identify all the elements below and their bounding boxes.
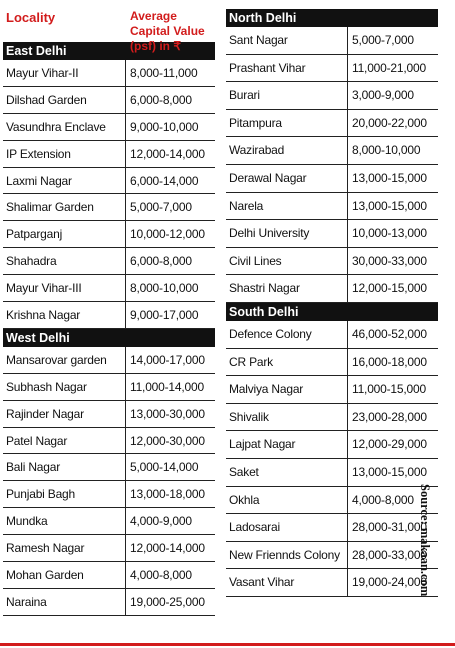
value-cell: 5,000-7,000: [130, 200, 192, 215]
table-row: [226, 542, 438, 570]
locality-cell: Defence Colony: [226, 321, 348, 348]
locality-cell: Laxmi Nagar: [3, 168, 126, 194]
locality-cell: Krishna Nagar: [3, 302, 126, 328]
table-row: [226, 459, 438, 487]
table-row: [3, 168, 215, 195]
locality-cell: Rajinder Nagar: [3, 401, 126, 427]
table-row: [226, 487, 438, 515]
table-row: [3, 114, 215, 141]
locality-cell: IP Extension: [3, 141, 126, 167]
locality-cell: Wazirabad: [226, 137, 348, 164]
value-cell: 9,000-17,000: [130, 308, 199, 323]
table-row: [3, 248, 215, 275]
locality-cell: Mansarovar garden: [3, 347, 126, 373]
table-row: [3, 302, 215, 329]
value-cell: 13,000-30,000: [130, 406, 205, 421]
locality-cell: Subhash Nagar: [3, 374, 126, 400]
table-row: [226, 82, 438, 110]
value-cell: 8,000-11,000: [130, 66, 198, 80]
table-row: [226, 514, 438, 542]
value-cell: 12,000-14,000: [130, 146, 205, 161]
table-row: [226, 569, 438, 597]
locality-cell: Vasant Vihar: [226, 569, 348, 596]
locality-cell: Punjabi Bagh: [3, 481, 126, 507]
value-cell: 4,000-9,000: [130, 514, 192, 529]
table-row: [3, 87, 215, 114]
value-cell: 5,000-14,000: [130, 460, 199, 475]
table-row: [226, 55, 438, 83]
value-cell: 12,000-29,000: [352, 437, 427, 452]
locality-cell: Burari: [226, 82, 348, 109]
section-header: North Delhi: [226, 9, 438, 27]
value-cell: 6,000-14,000: [130, 173, 199, 188]
section-header: West Delhi: [3, 329, 215, 347]
value-cell: 5,000-7,000: [352, 33, 414, 47]
table-row: [3, 347, 215, 374]
table-row: [226, 248, 438, 276]
value-cell: 19,000-25,000: [130, 594, 205, 609]
table-row: [3, 194, 215, 221]
locality-cell: Civil Lines: [226, 248, 348, 275]
table-row: [226, 27, 438, 55]
table-row: [226, 321, 438, 349]
locality-cell: Saket: [226, 459, 348, 486]
locality-cell: Shahadra: [3, 248, 126, 274]
table-row: [3, 374, 215, 401]
locality-cell: Mundka: [3, 508, 126, 534]
table-row: [226, 349, 438, 377]
value-cell: 28,000-31,000: [352, 520, 427, 535]
table-row: [3, 589, 215, 616]
left-table: [3, 0, 215, 616]
value-cell: 13,000-15,000: [352, 464, 427, 479]
value-cell: 20,000-22,000: [352, 115, 427, 130]
value-cell: 13,000-15,000: [352, 198, 427, 213]
locality-cell: Okhla: [226, 487, 348, 514]
locality-cell: Patel Nagar: [3, 428, 126, 454]
table-row: [226, 193, 438, 221]
locality-cell: Sant Nagar: [226, 27, 348, 54]
value-cell: 10,000-13,000: [352, 226, 427, 241]
value-cell: 6,000-8,000: [130, 254, 192, 269]
value-header: Average Capital Value (psf) in ₹: [130, 9, 205, 53]
value-cell: 12,000-14,000: [130, 541, 205, 556]
value-cell: 4,000-8,000: [352, 492, 414, 507]
locality-cell: Bali Nagar: [3, 454, 126, 480]
locality-cell: Derawal Nagar: [226, 165, 348, 192]
table-row: [3, 454, 215, 481]
table-row: [3, 562, 215, 589]
section-header: East Delhi: [3, 42, 215, 60]
table-row: [3, 221, 215, 248]
locality-cell: Shastri Nagar: [226, 275, 348, 302]
value-cell: 6,000-8,000: [130, 92, 192, 107]
value-cell: 8,000-10,000: [130, 281, 199, 296]
value-cell: 30,000-33,000: [352, 253, 427, 268]
value-cell: 9,000-10,000: [130, 119, 199, 134]
locality-cell: Mohan Garden: [3, 562, 126, 588]
table-row: [3, 60, 215, 87]
value-cell: 11,000-14,000: [130, 379, 204, 394]
value-cell: 16,000-18,000: [352, 354, 427, 369]
right-table: [226, 9, 438, 597]
value-cell: 23,000-28,000: [352, 409, 427, 424]
locality-cell: Dilshad Garden: [3, 87, 126, 113]
table-row: [3, 141, 215, 168]
locality-cell: Prashant Vihar: [226, 55, 348, 82]
table-row: [226, 110, 438, 138]
locality-cell: Naraina: [3, 589, 126, 615]
table-row: [3, 401, 215, 428]
locality-cell: Lajpat Nagar: [226, 431, 348, 458]
locality-cell: Vasundhra Enclave: [3, 114, 126, 140]
table-row: [3, 428, 215, 455]
locality-cell: Narela: [226, 193, 348, 220]
locality-cell: Delhi University: [226, 220, 348, 247]
locality-cell: Ladosarai: [226, 514, 348, 541]
value-cell: 28,000-33,000: [352, 547, 427, 562]
locality-cell: Shivalik: [226, 404, 348, 431]
value-cell: 4,000-8,000: [130, 568, 192, 583]
value-cell: 8,000-10,000: [352, 143, 421, 158]
section-header: South Delhi: [226, 303, 438, 321]
locality-cell: Mayur Vihar-III: [3, 275, 126, 301]
value-cell: 13,000-18,000: [130, 487, 205, 502]
locality-cell: Shalimar Garden: [3, 194, 126, 220]
locality-cell: Malviya Nagar: [226, 376, 348, 403]
bottom-rule: [0, 643, 455, 646]
locality-cell: CR Park: [226, 349, 348, 376]
value-cell: 3,000-9,000: [352, 88, 414, 103]
table-row: [226, 376, 438, 404]
right-table-body: [226, 9, 438, 597]
table-row: [226, 431, 438, 459]
value-cell: 12,000-15,000: [352, 281, 427, 296]
locality-cell: Patparganj: [3, 221, 126, 247]
value-cell: 11,000-15,000: [352, 382, 426, 397]
table-row: [226, 137, 438, 165]
value-cell: 46,000-52,000: [352, 326, 427, 341]
table-row: [226, 220, 438, 248]
locality-header: Locality: [6, 10, 56, 25]
table-row: [226, 165, 438, 193]
table-row: [226, 404, 438, 432]
table-row: [226, 275, 438, 303]
table-row: [3, 275, 215, 302]
source-credit: Source: makaan.com: [418, 484, 432, 597]
left-table-body: [3, 42, 215, 616]
table-row: [3, 508, 215, 535]
table-row: [3, 481, 215, 508]
value-cell: 13,000-15,000: [352, 170, 427, 185]
value-cell: 10,000-12,000: [130, 227, 205, 242]
locality-cell: Pitampura: [226, 110, 348, 137]
table-row: [3, 535, 215, 562]
locality-cell: Ramesh Nagar: [3, 535, 126, 561]
value-cell: 14,000-17,000: [130, 352, 205, 367]
value-cell: 19,000-24,000: [352, 575, 427, 590]
value-cell: 12,000-30,000: [130, 433, 205, 448]
locality-cell: Mayur Vihar-II: [3, 60, 126, 86]
locality-cell: New Friennds Colony: [226, 542, 348, 569]
value-cell: 11,000-21,000: [352, 60, 426, 75]
